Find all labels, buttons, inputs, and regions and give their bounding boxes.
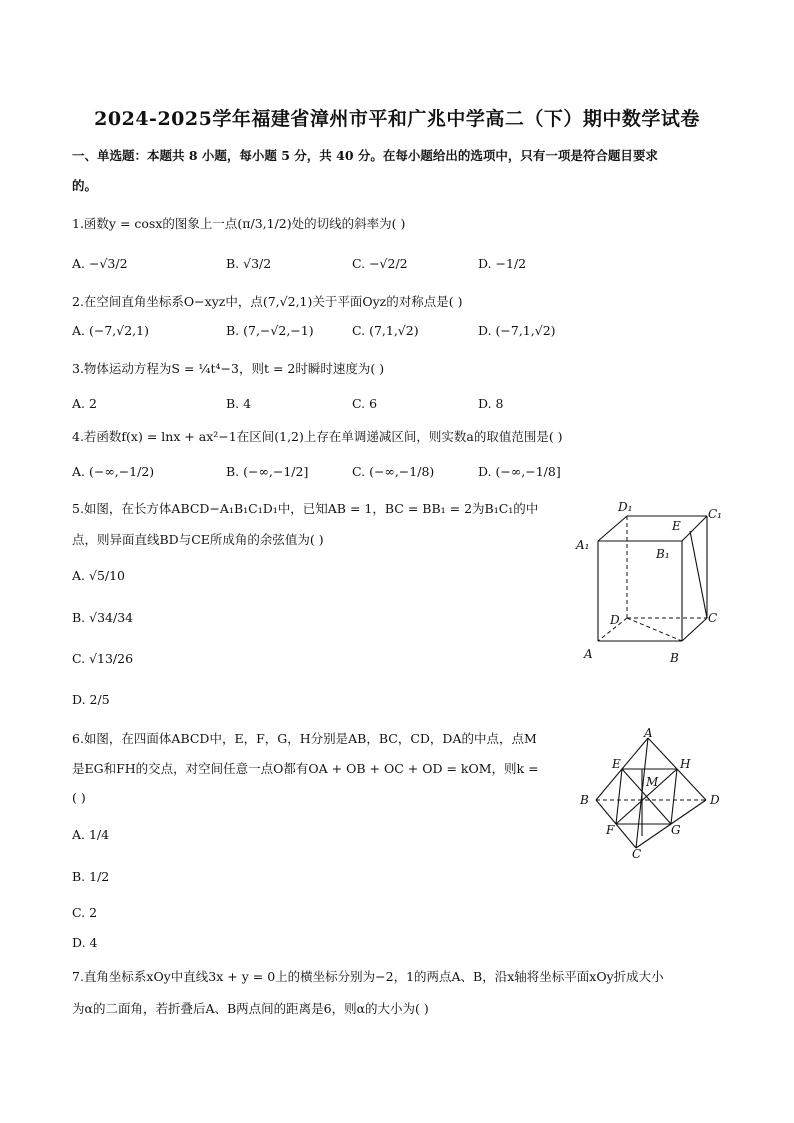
- tlabel-F: F: [606, 823, 615, 837]
- tlabel-C: C: [632, 847, 642, 860]
- q6-option-d: D. 4: [72, 935, 98, 950]
- label-E: E: [672, 519, 681, 533]
- label-C: C: [708, 611, 718, 625]
- tlabel-M: M: [646, 775, 659, 789]
- tlabel-B: B: [580, 793, 589, 807]
- label-A1: A₁: [576, 538, 590, 552]
- q6-option-c: C. 2: [72, 905, 98, 920]
- q1-option-d: D. −1/2: [478, 256, 527, 271]
- tlabel-E: E: [612, 757, 621, 771]
- page-title: 2024-2025学年福建省漳州市平和广兆中学高二（下）期中数学试卷: [94, 108, 700, 130]
- question-6-stem-cont: 是EG和FH的交点，对空间任意一点O都有OA + OB + OC + OD = kOM，则k =: [72, 761, 539, 776]
- tlabel-A: A: [644, 728, 653, 740]
- q4-option-b: B. (−∞,−1/2]: [226, 464, 309, 479]
- tlabel-G: G: [671, 823, 681, 837]
- question-2-stem: 2.在空间直角坐标系O−xyz中，点(7,√2,1)关于平面Oyz的对称点是( ): [72, 294, 463, 309]
- section-heading: 一、单选题：本题共 8 小题，每小题 5 分，共 40 分。在每小题给出的选项中，只有一项是符合题目要求: [72, 148, 658, 163]
- question-7-stem: 7.直角坐标系xOy中直线3x + y = 0上的横坐标分别为−2，1的两点A、B，沿x轴将坐标平面xOy折成大小: [72, 969, 664, 984]
- label-B: B: [670, 651, 679, 665]
- q3-option-d: D. 8: [478, 396, 504, 411]
- q3-option-b: B. 4: [226, 396, 252, 411]
- cuboid-figure: [572, 496, 732, 668]
- question-3-stem: 3.物体运动方程为S = ¼t⁴−3，则t = 2时瞬时速度为( ): [72, 361, 385, 376]
- q5-option-a: A. √5/10: [72, 568, 126, 583]
- question-5-stem-cont: 点，则异面直线BD与CE所成角的余弦值为( ): [72, 532, 324, 547]
- q4-option-d: D. (−∞,−1/8]: [478, 464, 561, 479]
- q1-option-b: B. √3/2: [226, 256, 272, 271]
- q1-option-c: C. −√2/2: [352, 256, 408, 271]
- label-A: A: [584, 647, 593, 661]
- q6-option-b: B. 1/2: [72, 869, 110, 884]
- question-1-stem: 1.函数y = cosx的图象上一点(π/3,1/2)处的切线的斜率为( ): [72, 216, 406, 231]
- label-B1: B₁: [656, 547, 670, 561]
- q3-option-c: C. 6: [352, 396, 378, 411]
- q3-option-a: A. 2: [72, 396, 97, 411]
- q2-option-a: A. (−7,√2,1): [72, 323, 149, 338]
- q6-option-a: A. 1/4: [72, 827, 110, 842]
- q2-option-c: C. (7,1,√2): [352, 323, 419, 338]
- tetrahedron-figure: [576, 728, 726, 860]
- label-C1: C₁: [708, 507, 722, 521]
- question-4-stem: 4.若函数f(x) = lnx + ax²−1在区间(1,2)上存在单调递减区间，则实数a的取值范围是( ): [72, 429, 563, 444]
- q2-option-b: B. (7,−√2,−1): [226, 323, 314, 338]
- q5-option-b: B. √34/34: [72, 610, 134, 625]
- q5-option-c: C. √13/26: [72, 651, 134, 666]
- question-6-stem-paren: ( ): [72, 790, 86, 805]
- section-heading-cont: 的。: [72, 178, 98, 193]
- tlabel-D: D: [710, 793, 720, 807]
- question-5-stem: 5.如图，在长方体ABCD−A₁B₁C₁D₁中，已知AB = 1，BC = BB₁ = 2为B₁C₁的中: [72, 501, 539, 516]
- q5-option-d: D. 2/5: [72, 692, 110, 707]
- label-D: D: [610, 613, 620, 627]
- question-7-stem-cont: 为α的二面角，若折叠后A、B两点间的距离是6，则α的大小为( ): [72, 1001, 429, 1016]
- q4-option-a: A. (−∞,−1/2): [72, 464, 155, 479]
- q1-option-a: A. −√3/2: [72, 256, 128, 271]
- q4-option-c: C. (−∞,−1/8): [352, 464, 435, 479]
- q2-option-d: D. (−7,1,√2): [478, 323, 556, 338]
- tlabel-H: H: [680, 757, 691, 771]
- question-6-stem: 6.如图，在四面体ABCD中，E，F，G，H分别是AB，BC，CD，DA的中点，点M: [72, 731, 537, 746]
- label-D1: D₁: [618, 500, 633, 514]
